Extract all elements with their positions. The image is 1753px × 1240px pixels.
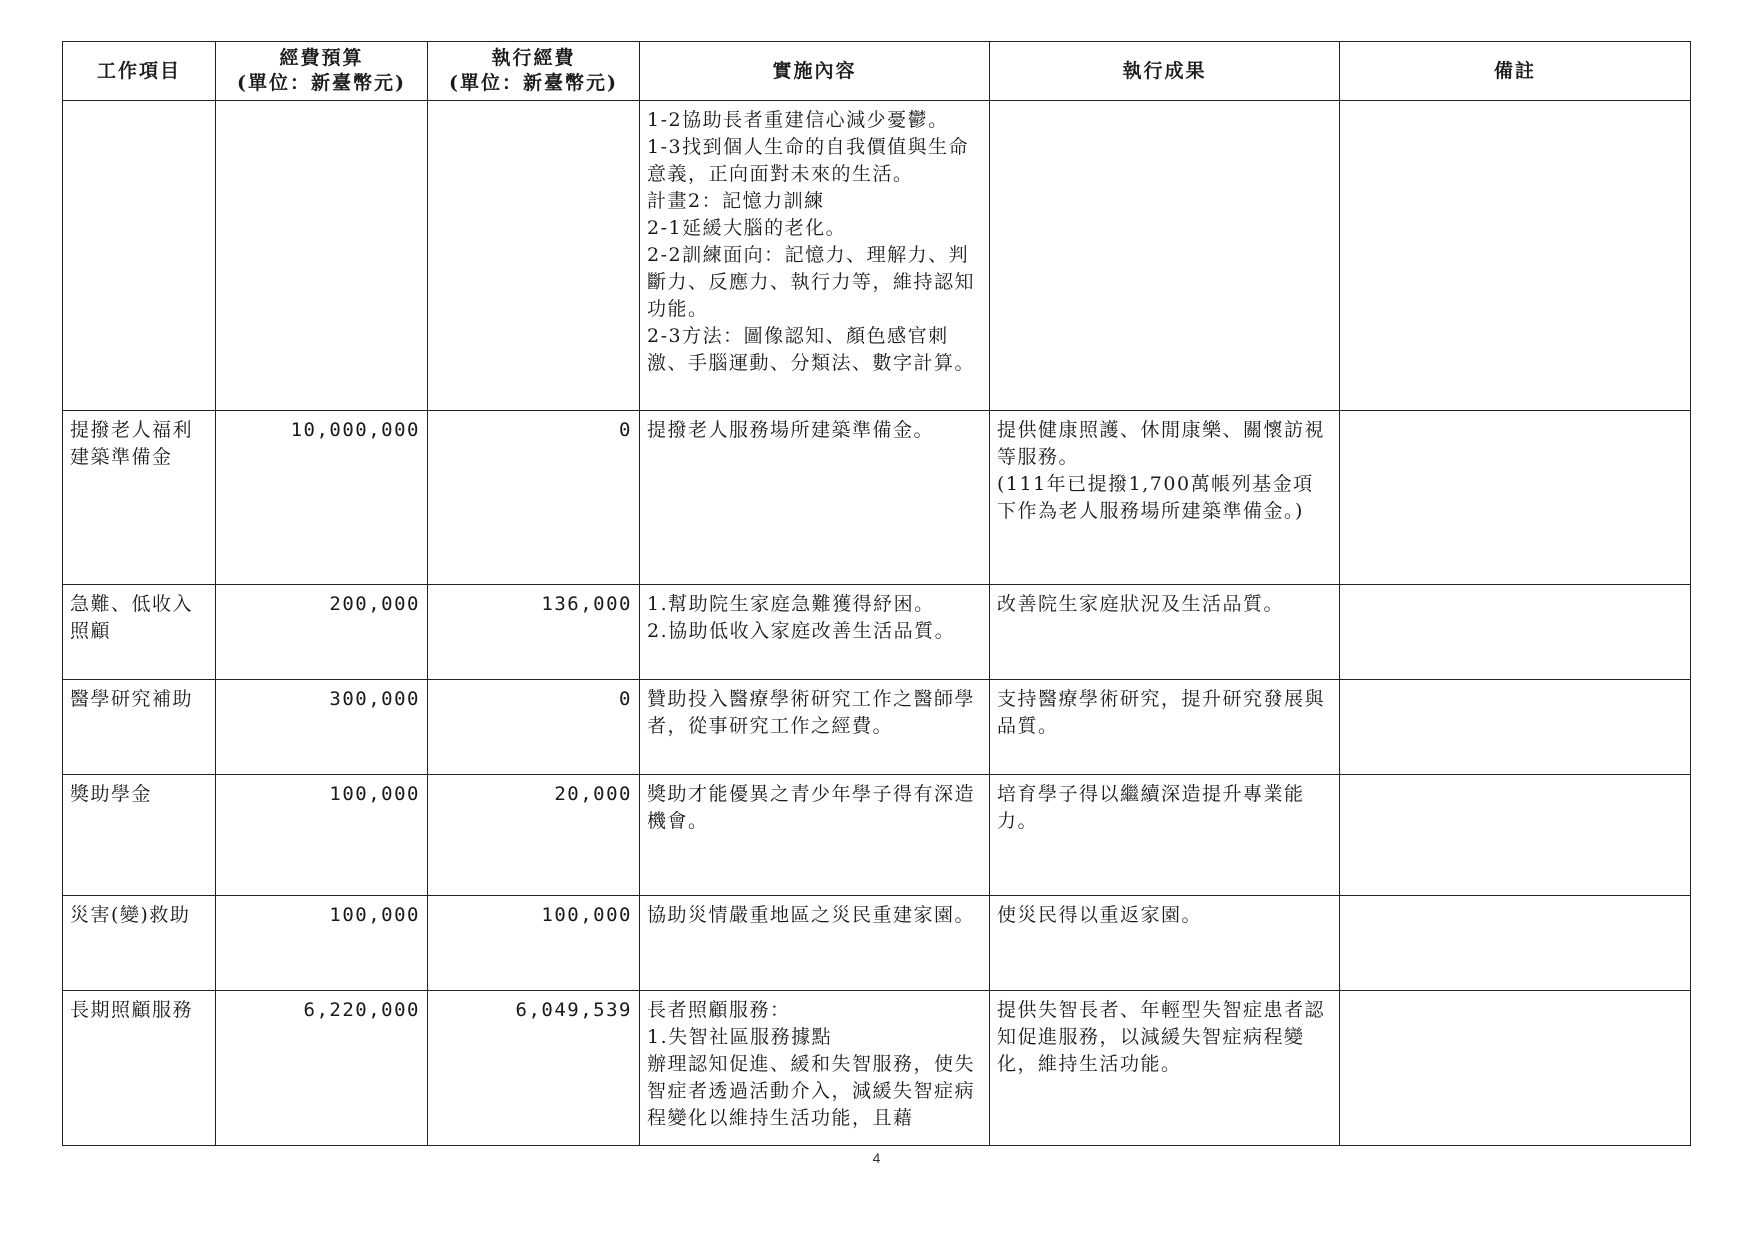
result-cell [990, 991, 1340, 1146]
result-line: 使災民得以重返家園。 [997, 904, 1203, 926]
note-cell [1340, 680, 1691, 775]
table-row [63, 585, 1691, 680]
table-row [63, 101, 1691, 411]
note-cell [1340, 991, 1691, 1146]
content-line: 提撥老人服務場所建築準備金。 [647, 419, 935, 441]
result-cell [990, 896, 1340, 991]
note-cell [1340, 896, 1691, 991]
content-line: 1.幫助院生家庭急難獲得紓困。 [647, 593, 935, 615]
content-line: 贊助投入醫療學術研究工作之醫師學者，從事研究工作之經費。 [647, 688, 976, 737]
budget-cell: 300,000 [216, 680, 428, 775]
header-note: 備註 [1340, 42, 1691, 101]
result-line: 培育學子得以繼續深造提升專業能力。 [997, 783, 1305, 832]
content-line: 2-1延緩大腦的老化。 [647, 217, 847, 239]
budget-cell: 10,000,000 [216, 411, 428, 585]
table-row [63, 680, 1691, 775]
table-body [63, 101, 1691, 1146]
header-result: 執行成果 [990, 42, 1340, 101]
content-cell [640, 896, 990, 991]
result-line: 提供健康照護、休閒康樂、關懷訪視等服務。 [997, 419, 1326, 468]
table-row [63, 896, 1691, 991]
executed-cell: 0 [428, 680, 640, 775]
header-row [63, 42, 1691, 101]
note-cell [1340, 585, 1691, 680]
content-line: 1-3找到個人生命的自我價值與生命意義，正向面對未來的生活。 [647, 136, 970, 185]
executed-cell: 100,000 [428, 896, 640, 991]
content-cell [640, 101, 990, 411]
work-item-cell: 長期照顧服務 [63, 991, 216, 1146]
result-cell [990, 585, 1340, 680]
executed-cell [428, 101, 640, 411]
content-line: 獎助才能優異之青少年學子得有深造機會。 [647, 783, 976, 832]
content-cell [640, 411, 990, 585]
budget-cell: 200,000 [216, 585, 428, 680]
header-work-item: 工作項目 [63, 42, 216, 101]
content-line: 1-2協助長者重建信心減少憂鬱。 [647, 109, 949, 131]
executed-cell: 6,049,539 [428, 991, 640, 1146]
result-cell [990, 680, 1340, 775]
content-cell [640, 775, 990, 896]
result-line: 支持醫療學術研究，提升研究發展與品質。 [997, 688, 1326, 737]
table-row [63, 411, 1691, 585]
content-line: 協助災情嚴重地區之災民重建家園。 [647, 904, 976, 926]
page-number: 4 [872, 1150, 881, 1166]
content-cell [640, 680, 990, 775]
content-line: 2.協助低收入家庭改善生活品質。 [647, 620, 956, 642]
content-line: 1.失智社區服務據點 [647, 1026, 833, 1048]
budget-cell: 100,000 [216, 775, 428, 896]
header-content: 實施內容 [640, 42, 990, 101]
header-budget-title: 經費預算 [279, 47, 364, 69]
work-item-cell [63, 101, 216, 411]
content-line: 長者照顧服務： [647, 999, 791, 1021]
result-line: 改善院生家庭狀況及生活品質。 [997, 593, 1285, 615]
executed-cell: 20,000 [428, 775, 640, 896]
executed-cell: 136,000 [428, 585, 640, 680]
header-budget [216, 42, 428, 101]
budget-cell: 100,000 [216, 896, 428, 991]
budget-cell: 6,220,000 [216, 991, 428, 1146]
work-item-cell: 災害(變)救助 [63, 896, 216, 991]
note-cell [1340, 775, 1691, 896]
table-row [63, 991, 1691, 1146]
result-cell [990, 411, 1340, 585]
content-line: 辦理認知促進、緩和失智服務，使失智症者透過活動介入，減緩失智症病程變化以維持生活功能，且藉 [647, 1053, 976, 1129]
work-item-cell: 急難、低收入照顧 [63, 585, 216, 680]
result-line: 提供失智長者、年輕型失智症患者認知促進服務，以減緩失智症病程變化，維持生活功能。 [997, 999, 1326, 1075]
note-cell [1340, 411, 1691, 585]
content-cell [640, 991, 990, 1146]
work-plan-table [62, 41, 1691, 1146]
content-line: 計畫2：記憶力訓練 [647, 190, 825, 212]
note-cell [1340, 101, 1691, 411]
header-executed [428, 42, 640, 101]
work-item-cell: 醫學研究補助 [63, 680, 216, 775]
result-line: (111年已提撥1,700萬帳列基金項下作為老人服務場所建築準備金。) [997, 473, 1314, 522]
budget-cell [216, 101, 428, 411]
content-line: 2-3方法：圖像認知、顏色感官刺激、手腦運動、分類法、數字計算。 [647, 325, 976, 374]
work-item-cell: 提撥老人福利建築準備金 [63, 411, 216, 585]
content-cell [640, 585, 990, 680]
result-cell [990, 101, 1340, 411]
header-budget-unit: (單位：新臺幣元) [237, 72, 406, 94]
result-cell [990, 775, 1340, 896]
executed-cell: 0 [428, 411, 640, 585]
content-line: 2-2訓練面向：記憶力、理解力、判斷力、反應力、執行力等，維持認知功能。 [647, 244, 976, 320]
header-executed-title: 執行經費 [491, 47, 576, 69]
header-executed-unit: (單位：新臺幣元) [449, 72, 618, 94]
table-row [63, 775, 1691, 896]
work-item-cell: 獎助學金 [63, 775, 216, 896]
